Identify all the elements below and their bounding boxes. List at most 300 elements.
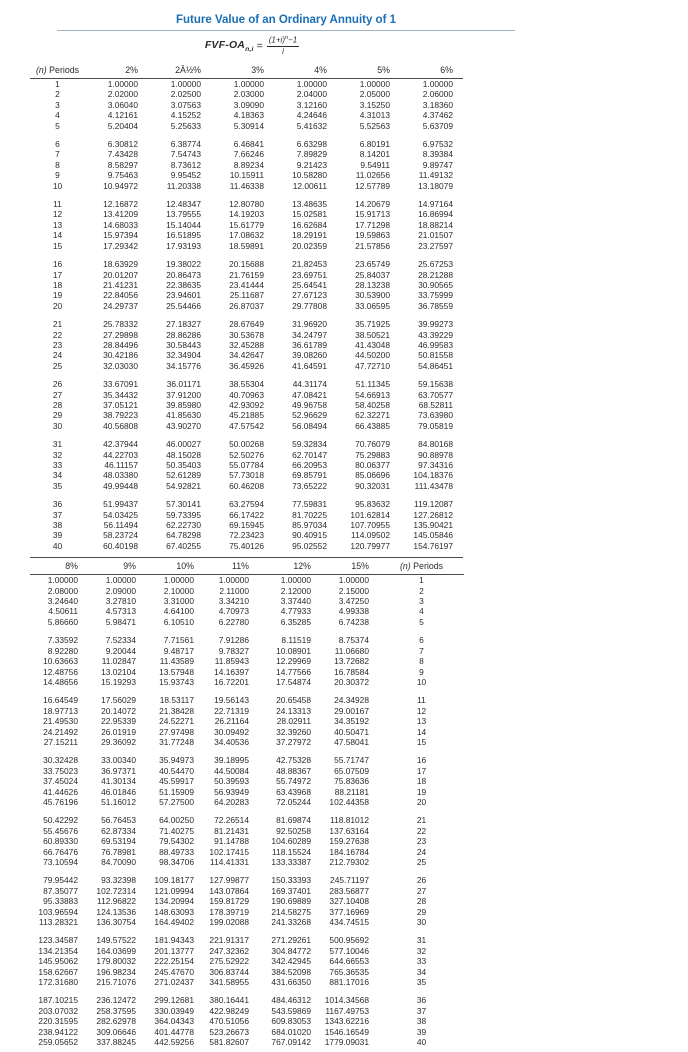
factor-cell: 1.00000 [338, 575, 369, 586]
factor-cell: 342.42945 [271, 956, 311, 967]
factor-cell: 1546.16549 [324, 1026, 369, 1037]
factor-cell: 62.22730 [166, 520, 201, 531]
period-cell: 19 [52, 290, 63, 301]
factor-cell: 24.52271 [159, 716, 194, 727]
period-cell: 32 [52, 449, 63, 460]
factor-cell: 28.67649 [229, 319, 264, 330]
table-row [30, 646, 464, 656]
period-cell: 26 [52, 379, 63, 390]
factor-cell: 87.35077 [43, 885, 78, 896]
factor-cell: 26.21164 [214, 716, 249, 727]
period-cell: 3 [419, 596, 424, 607]
table-row [30, 510, 463, 520]
factor-cell: 18.88214 [418, 219, 453, 230]
table-row [30, 917, 464, 927]
table-row [30, 776, 464, 786]
factor-cell: 13.18079 [418, 180, 453, 191]
factor-cell: 3.34210 [218, 596, 249, 607]
factor-cell: 2.11000 [219, 585, 249, 596]
factor-cell: 27.18327 [166, 319, 201, 330]
period-cell: 22 [52, 329, 63, 340]
factor-cell: 37.45024 [43, 776, 78, 787]
factor-cell: 46.00027 [166, 439, 201, 450]
factor-cell: 6.10510 [163, 616, 194, 627]
factor-cell: 102.44358 [329, 796, 369, 807]
factor-cell: 401.44778 [154, 1026, 194, 1037]
factor-cell: 380.16441 [209, 995, 249, 1006]
period-cell: 16 [52, 259, 63, 270]
factor-cell: 24.29737 [103, 300, 138, 311]
table-row [30, 89, 463, 99]
factor-cell: 10.63663 [43, 656, 78, 667]
table-row [30, 460, 463, 470]
factor-cell: 581.82607 [209, 1037, 249, 1048]
period-cell: 9 [419, 666, 424, 677]
factor-cell: 51.16012 [101, 796, 136, 807]
factor-cell: 6.22780 [218, 616, 249, 627]
factor-cell: 136.30754 [96, 917, 136, 928]
factor-cell: 500.95692 [329, 935, 369, 946]
period-cell: 5 [55, 120, 60, 131]
factor-cell: 577.10046 [329, 945, 369, 956]
factor-cell: 23.41444 [229, 279, 264, 290]
factor-cell: 212.79302 [329, 857, 369, 867]
factor-cell: 11.43589 [159, 656, 194, 667]
factor-cell: 143.07864 [209, 885, 249, 896]
factor-cell: 13.48635 [292, 199, 327, 210]
period-cell: 13 [52, 219, 63, 230]
table-row [30, 847, 464, 857]
factor-cell: 26.01919 [101, 726, 136, 737]
factor-cell: 36.45926 [229, 360, 264, 371]
table-row [30, 220, 463, 230]
factor-cell: 45.59917 [159, 776, 194, 787]
factor-cell: 29.36092 [101, 736, 136, 747]
factor-cell: 18.63929 [103, 259, 138, 270]
factor-cell: 25.84037 [355, 269, 390, 280]
factor-cell: 84.70090 [101, 857, 136, 867]
factor-cell: 50.81558 [418, 350, 453, 361]
table-row [30, 857, 464, 867]
factor-cell: 80.06377 [355, 460, 390, 470]
factor-cell: 121.09994 [154, 885, 194, 896]
factor-cell: 221.91317 [209, 935, 249, 946]
factor-cell: 18.97713 [43, 705, 78, 716]
equals-sign: = [256, 40, 263, 52]
factor-cell: 101.62814 [350, 509, 390, 520]
factor-cell: 306.83744 [209, 966, 249, 977]
factor-cell: 88.49733 [159, 846, 194, 857]
factor-cell: 16.64549 [43, 695, 78, 706]
factor-cell: 3.12160 [296, 99, 327, 110]
table-row [30, 747, 464, 765]
period-cell: 19 [416, 786, 427, 797]
factor-cell: 10.15911 [229, 170, 264, 181]
factor-cell: 62.32271 [355, 410, 390, 421]
factor-cell: 20.30372 [334, 676, 369, 687]
period-cell: 7 [419, 645, 424, 656]
table-row [30, 1037, 464, 1047]
factor-cell: 199.02088 [209, 917, 249, 928]
factor-cell: 75.40126 [229, 540, 264, 551]
period-cell: 39 [416, 1026, 427, 1037]
factor-cell: 72.05244 [276, 796, 311, 807]
factor-cell: 69.53194 [101, 836, 136, 847]
table-row [30, 677, 464, 687]
period-cell: 7 [55, 149, 60, 160]
factor-cell: 44.50200 [355, 350, 390, 361]
period-cell: 12 [52, 209, 63, 220]
factor-cell: 46.01846 [101, 786, 136, 797]
factor-cell: 85.97034 [292, 520, 327, 531]
factor-cell: 44.31174 [292, 379, 327, 390]
factor-cell: 114.09502 [351, 530, 390, 541]
factor-cell: 102.17415 [209, 846, 249, 857]
table-row [30, 191, 463, 209]
factor-cell: 34.42647 [229, 350, 264, 361]
factor-cell: 1.00000 [170, 79, 201, 89]
factor-cell: 4.50611 [48, 606, 78, 617]
factor-cell: 22.38635 [166, 279, 201, 290]
table-row [30, 977, 464, 987]
factor-cell: 33.06595 [355, 300, 390, 311]
period-cell: 4 [419, 606, 424, 617]
table-row [30, 797, 464, 807]
factor-cell: 79.95442 [43, 875, 78, 886]
factor-cell: 179.80032 [96, 956, 136, 967]
factor-cell: 309.06646 [96, 1026, 136, 1037]
factor-cell: 2.08000 [47, 585, 78, 596]
factor-cell: 69.85791 [292, 470, 327, 481]
factor-cell: 50.35403 [166, 460, 201, 470]
factor-cell: 684.01020 [271, 1026, 311, 1037]
period-cell: 29 [52, 410, 63, 421]
factor-cell: 57.73018 [229, 470, 264, 481]
factor-cell: 1.00000 [280, 575, 311, 586]
factor-cell: 59.32834 [292, 439, 327, 450]
period-cell: 3 [55, 99, 60, 110]
factor-cell: 12.00611 [292, 180, 327, 191]
period-cell: 1 [55, 79, 60, 89]
factor-cell: 95.83632 [355, 499, 390, 510]
factor-cell: 104.60289 [271, 836, 311, 847]
factor-cell: 4.37462 [422, 110, 453, 121]
factor-cell: 434.74515 [329, 917, 369, 928]
factor-cell: 12.29969 [276, 656, 311, 667]
factor-cell: 135.90421 [413, 520, 453, 531]
factor-cell: 118.81012 [330, 815, 369, 826]
factor-cell: 13.57948 [159, 666, 194, 677]
factor-cell: 10.08901 [276, 645, 311, 656]
factor-cell: 3.31000 [163, 596, 194, 607]
table-row [30, 491, 463, 509]
periods-column-header: (n) Periods [30, 65, 85, 79]
factor-cell: 2.10000 [163, 585, 194, 596]
factor-cell: 14.68033 [103, 219, 138, 230]
table-row [30, 956, 464, 966]
period-cell: 2 [55, 89, 60, 100]
table-row [30, 706, 464, 716]
factor-cell: 6.30812 [107, 139, 138, 150]
factor-cell: 238.94122 [38, 1026, 78, 1037]
factor-cell: 34.24797 [292, 329, 327, 340]
table-row [30, 967, 464, 977]
factor-cell: 2.12000 [280, 585, 311, 596]
period-cell: 38 [416, 1016, 427, 1027]
factor-cell: 17.56029 [101, 695, 136, 706]
factor-cell: 9.75463 [107, 170, 138, 181]
table-row [30, 100, 463, 110]
factor-cell: 6.63298 [296, 139, 327, 150]
period-cell: 35 [52, 480, 63, 491]
factor-cell: 214.58275 [271, 906, 311, 917]
factor-cell: 543.59869 [271, 1005, 311, 1016]
factor-cell: 4.15252 [170, 110, 201, 121]
factor-cell: 97.34316 [418, 460, 453, 470]
factor-cell: 149.57522 [96, 935, 136, 946]
factor-cell: 384.52098 [271, 966, 311, 977]
period-cell: 37 [52, 509, 63, 520]
period-cell: 15 [416, 736, 427, 747]
factor-cell: 55.71747 [334, 755, 369, 766]
period-cell: 36 [52, 499, 63, 510]
factor-cell: 25.64541 [292, 279, 327, 290]
factor-cell: 16.51895 [166, 230, 201, 241]
factor-cell: 123.34587 [38, 935, 78, 946]
table-row [30, 330, 463, 340]
factor-cell: 119.12087 [414, 499, 453, 510]
factor-cell: 68.52811 [418, 399, 453, 410]
table-row [30, 667, 464, 677]
factor-cell: 32.34904 [166, 350, 201, 361]
factor-cell: 137.63164 [329, 825, 369, 836]
factor-cell: 327.10408 [329, 896, 369, 907]
factor-cell: 41.85630 [166, 410, 201, 421]
factor-cell: 1.00000 [107, 79, 138, 89]
rate-column-header: 3% [211, 65, 274, 79]
table-row [30, 361, 463, 371]
factor-cell: 14.77566 [276, 666, 311, 677]
factor-cell: 64.78298 [166, 530, 201, 541]
factor-cell: 470.51056 [209, 1016, 249, 1027]
table-row [30, 530, 463, 540]
factor-cell: 275.52922 [209, 956, 249, 967]
factor-cell: 44.50084 [214, 765, 249, 776]
factor-cell: 8.92280 [47, 645, 78, 656]
period-cell: 8 [419, 656, 424, 667]
factor-cell: 22.84056 [103, 290, 138, 301]
table-row [30, 1027, 464, 1037]
factor-cell: 767.09142 [271, 1037, 311, 1048]
factor-cell: 11.20338 [166, 180, 201, 191]
factor-cell: 17.54874 [276, 676, 311, 687]
annuity-formula [57, 34, 447, 58]
factor-cell: 201.13777 [154, 945, 194, 956]
factor-cell: 1.00000 [296, 79, 327, 89]
fv-annuity-table-rates-8-to-15 [30, 561, 464, 1047]
table-row [30, 311, 463, 329]
period-cell: 23 [52, 339, 63, 350]
factor-cell: 63.43968 [276, 786, 311, 797]
factor-cell: 43.39229 [418, 329, 453, 340]
factor-cell: 57.30141 [166, 499, 201, 510]
factor-cell: 2.15000 [338, 585, 369, 596]
period-cell: 11 [417, 695, 426, 706]
factor-cell: 5.86660 [47, 616, 78, 627]
periods-column-header: (n) Periods [379, 561, 464, 575]
factor-cell: 9.54911 [360, 159, 390, 170]
factor-cell: 2.03000 [233, 89, 264, 100]
period-cell: 21 [416, 815, 427, 826]
factor-cell: 77.59831 [292, 499, 327, 510]
factor-cell: 11.85943 [214, 656, 249, 667]
factor-cell: 66.17422 [229, 509, 264, 520]
period-cell: 36 [416, 995, 427, 1006]
factor-cell: 118.15524 [272, 846, 311, 857]
factor-cell: 23.27597 [418, 240, 453, 251]
factor-cell: 56.93949 [214, 786, 249, 797]
factor-cell: 271.29261 [271, 935, 311, 946]
table-row [30, 121, 463, 131]
table-row [30, 371, 463, 389]
factor-cell: 48.88367 [276, 765, 311, 776]
period-cell: 1 [419, 575, 424, 586]
factor-cell: 30.53900 [355, 290, 390, 301]
table-row [30, 181, 463, 191]
factor-cell: 1.00000 [218, 575, 249, 586]
period-cell: 17 [52, 269, 63, 280]
factor-cell: 34.35192 [334, 716, 369, 727]
factor-cell: 2.06000 [422, 89, 453, 100]
period-cell: 31 [416, 935, 427, 946]
factor-cell: 377.16969 [329, 906, 369, 917]
factor-cell: 38.50521 [355, 329, 390, 340]
factor-cell: 431.66350 [271, 977, 311, 988]
factor-cell: 21.82453 [292, 259, 327, 270]
factor-cell: 15.02581 [292, 209, 327, 220]
factor-cell: 40.70963 [229, 389, 264, 400]
factor-cell: 62.87334 [101, 825, 136, 836]
factor-cell: 19.59863 [355, 230, 390, 241]
rate-column-header: 4% [274, 65, 337, 79]
factor-cell: 3.07563 [170, 99, 201, 110]
factor-cell: 134.21354 [38, 945, 78, 956]
factor-cell: 159.81729 [209, 896, 249, 907]
period-cell: 40 [52, 540, 63, 551]
table-row [30, 209, 463, 219]
factor-cell: 23.65749 [355, 259, 390, 270]
factor-cell: 765.36535 [329, 966, 369, 977]
factor-cell: 6.80191 [359, 139, 390, 150]
table-row [30, 149, 463, 159]
period-cell: 33 [416, 956, 427, 967]
factor-cell: 55.07784 [229, 460, 264, 470]
table-row [30, 627, 464, 645]
factor-cell: 64.20283 [214, 796, 249, 807]
period-cell: 24 [416, 846, 427, 857]
factor-cell: 24.13313 [276, 705, 311, 716]
table-row [30, 131, 463, 149]
page-title: Future Value of an Ordinary Annuity of 1 [57, 14, 515, 31]
factor-cell: 34.15776 [166, 360, 201, 371]
factor-cell: 98.34706 [159, 857, 194, 867]
factor-cell: 27.15211 [43, 736, 78, 747]
factor-cell: 2.02500 [170, 89, 201, 100]
table-row [30, 79, 463, 90]
factor-cell: 21.49530 [43, 716, 78, 727]
factor-cell: 4.31013 [359, 110, 390, 121]
period-cell: 20 [52, 300, 63, 311]
table-row [30, 766, 464, 776]
factor-cell: 21.38428 [159, 705, 194, 716]
table-row [30, 867, 464, 885]
factor-cell: 79.05819 [418, 420, 453, 431]
factor-cell: 104.18376 [413, 470, 453, 481]
table-row [30, 421, 463, 431]
factor-cell: 70.76079 [355, 439, 390, 450]
factor-cell: 66.20953 [292, 460, 327, 470]
period-cell: 27 [52, 389, 63, 400]
factor-cell: 51.11345 [355, 379, 390, 390]
table-row [30, 170, 463, 180]
factor-cell: 47.58041 [334, 736, 369, 747]
factor-cell: 1014.34568 [324, 995, 369, 1006]
factor-cell: 1.00000 [359, 79, 390, 89]
table-row [30, 450, 463, 460]
factor-cell: 24.21492 [43, 726, 78, 737]
factor-cell: 148.63093 [154, 906, 194, 917]
factor-cell: 190.69889 [271, 896, 311, 907]
table-row [30, 541, 463, 558]
factor-cell: 79.54302 [159, 836, 194, 847]
factor-cell: 25.54466 [166, 300, 201, 311]
factor-cell: 11.06680 [334, 645, 369, 656]
formula-lhs: FVF-$OA_{n,i}$ [204, 38, 254, 54]
factor-cell: 47.57542 [229, 420, 264, 431]
factor-cell: 49.99448 [103, 480, 138, 491]
table-row [30, 270, 463, 280]
factor-cell: 1.00000 [47, 575, 78, 586]
factor-cell: 127.26812 [413, 509, 453, 520]
factor-cell: 38.55304 [229, 379, 264, 390]
factor-cell: 9.89747 [422, 159, 453, 170]
factor-cell: 34.40536 [214, 736, 249, 747]
period-cell: 31 [52, 439, 63, 450]
factor-cell: 76.78981 [101, 846, 136, 857]
factor-cell: 58.23724 [103, 530, 138, 541]
factor-cell: 107.70955 [350, 520, 390, 531]
factor-cell: 39.99273 [418, 319, 453, 330]
factor-cell: 4.77933 [280, 606, 311, 617]
factor-cell: 24.34928 [334, 695, 369, 706]
period-cell: 21 [52, 319, 63, 330]
factor-cell: 60.46208 [229, 480, 264, 491]
factor-cell: 158.62667 [38, 966, 78, 977]
factor-cell: 103.96594 [38, 906, 78, 917]
factor-cell: 1.00000 [163, 575, 194, 586]
factor-cell: 10.94972 [103, 180, 138, 191]
factor-cell: 28.13238 [355, 279, 390, 290]
table-row [30, 301, 463, 311]
factor-cell: 181.94343 [154, 935, 194, 946]
factor-cell: 30.53678 [229, 329, 264, 340]
period-cell: 6 [419, 635, 424, 646]
factor-cell: 8.11519 [281, 635, 311, 646]
factor-cell: 35.71925 [355, 319, 390, 330]
period-cell: 12 [416, 705, 427, 716]
period-cell: 26 [416, 875, 427, 886]
factor-cell: 8.75374 [338, 635, 369, 646]
